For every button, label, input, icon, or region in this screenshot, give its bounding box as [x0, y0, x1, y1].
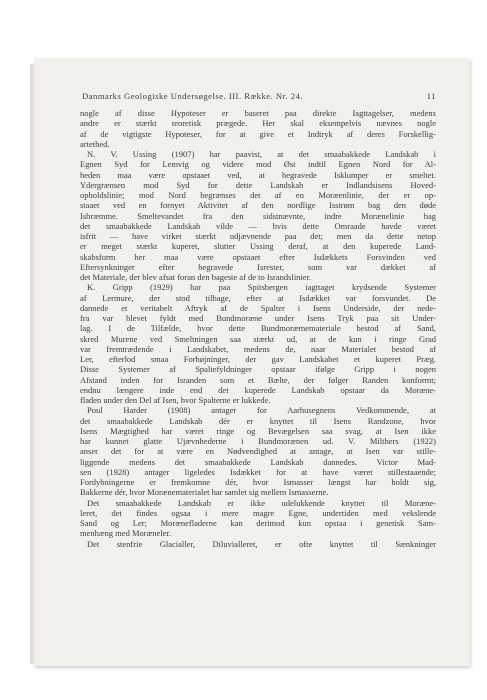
text-line: Fordybningerne er fremkomne dér, hvor Ismasser længst har holdt sig,	[80, 477, 436, 487]
text-line: leret, det findes ogsaa i mere magre Egne, undertiden med vekslende	[80, 507, 436, 518]
text-line: det smaabakkede Landskab vilde — hvis dette Omraade havde været	[80, 220, 436, 231]
text-line: endnu længere inde end det kuperede Landskab opstaar da Moræne-	[80, 384, 436, 395]
text-line: skred Murene ved Smeltningen saa stærkt ud, at de kun i ringe Grad	[80, 333, 436, 344]
text-line: Disse Systemer af Spaltefyldninger opstaar ifølge Gripp i nogen	[80, 364, 436, 375]
text-line: Bakkerne dér, hvor Morænematerialet har samlet sig mellem Ismasserne.	[80, 487, 329, 498]
text-line: Poul Harder (1908) antager for Aarhusegnens Vedkommende, at	[87, 405, 436, 416]
text-line: fra var blevet fyldt med Bundmoræne under Isens Tryk paa sit Under-	[80, 313, 436, 323]
text-line: dannede et veritabelt Aftryk af de Spalter i Isens Underside, der nede-	[80, 302, 436, 313]
text-line: Egnen Syd for Lemvig og videre mod Øst indtil Egnen Nord for Al-	[80, 159, 436, 170]
text-line: N. V. Ussing (1907) har paavist, at det smaabakkede Landskab i	[87, 149, 436, 159]
text-line: andre er stærkt teoretisk prægede. Her skal eksempelvis nævnes nogle	[80, 118, 436, 129]
text-line: artethed.	[80, 138, 110, 149]
text-line: liggende medens det smaabakkede Landskab dannedes. Victor Mad-	[80, 456, 436, 467]
text-line: af de vigtigste Hypoteser, for at give et Indtryk af deres Forskellig-	[80, 128, 436, 139]
running-header	[82, 91, 436, 101]
text-line: opholdslinie; mod Nord begrænses det af en Moræenlinie, der er op-	[80, 190, 436, 200]
text-line: det smaabakkede Landskab dér er knyttet til Isens Randzone, hvor	[80, 415, 436, 426]
text-line: menhæng med Moræneler.	[80, 528, 171, 539]
text-line: sen (1928) antager ligeledes Isdækket for at have været stillestaaende;	[80, 466, 436, 477]
text-line: isfrit — have virket stærkt udjævnende paa det; men da dette netop	[80, 231, 436, 241]
text-line: fladen under den Del af Isen, hvor Spalterne er lukkede.	[80, 395, 271, 405]
text-line: anser det for at være en Nødvendighed at antage, at Isen var stille-	[80, 446, 436, 457]
text-line: Isbræmme. Smeltevandet fra den sidstnævnte, indre Morænelinie bag	[80, 210, 436, 221]
text-line: K. Gripp (1929) har paa Spitsbergen iagttaget krydsende Systemer	[87, 282, 436, 293]
text-line: Isens Mægtighed har været ringe og Bevægelsen saa svag, at Isen ikke	[80, 425, 436, 436]
text-line: nogle af disse Hypoteser er baseret paa direkte Iagttagelser, medens	[80, 108, 436, 118]
text-line: heden maa være opstaaet ved, at begravede Isklumper er smeltet.	[80, 169, 436, 180]
text-line: af Lermure, der stod tilbage, efter at Isdækket var forsvundet. De	[80, 292, 436, 303]
text-line: staaet ved en fornyet Aktivitet af den nordlige Isstrøm bag den døde	[80, 200, 436, 211]
text-line: Det stenfrie Glacialler, Diluvialleret, er ofte knyttet til Sænkninger	[87, 538, 436, 549]
text-line: Ydergrænsen mod Syd for dette Landskab er Indlandsisens Hoved-	[80, 179, 436, 190]
text-line: det Materiale, der blev afsat foran den bageste af de to Israndslinier.	[80, 272, 312, 282]
text-line: Afstand inden for Isranden som et Bælte, der følger Randen konformt;	[80, 374, 436, 385]
text-line: skabsform her maa være opstaaet efter Isdækkets Forsvinden ved	[80, 251, 436, 262]
page-number: 11	[426, 91, 436, 101]
text-line: Eftersynkninger efter begravede Isrester, som var dækket af	[80, 261, 436, 272]
text-line: er meget stærkt kuperet, slutter Ussing deraf, at den kuperede Land-	[80, 241, 436, 252]
text-line: har kunnet glatte Ujævnhederne i Bundmorænen ud. V. Milthers (1922)	[80, 436, 436, 446]
body-text	[80, 108, 436, 549]
header-title: Danmarks Geologiske Undersøgelse. III. Række. Nr. 24.	[82, 91, 304, 101]
text-line: Ler, efterlod smaa Forhøjninger, der gav Landskabet et kuperet Præg.	[80, 354, 436, 364]
text-line: var fremtrædende i Landskabet, medens de, naar Materialet bestod af	[80, 343, 436, 354]
text-line: Sand og Ler; Morænefladerne kan derimod kun opstaa i genetisk Sam-	[80, 518, 436, 528]
text-line: Det smaabakkede Landskab er ikke udelukkende knyttet til Moræne-	[87, 497, 436, 508]
text-line: lag. I de Tilfælde, hvor dette Bundmoræmemateriale bestod af Sand,	[80, 323, 436, 334]
